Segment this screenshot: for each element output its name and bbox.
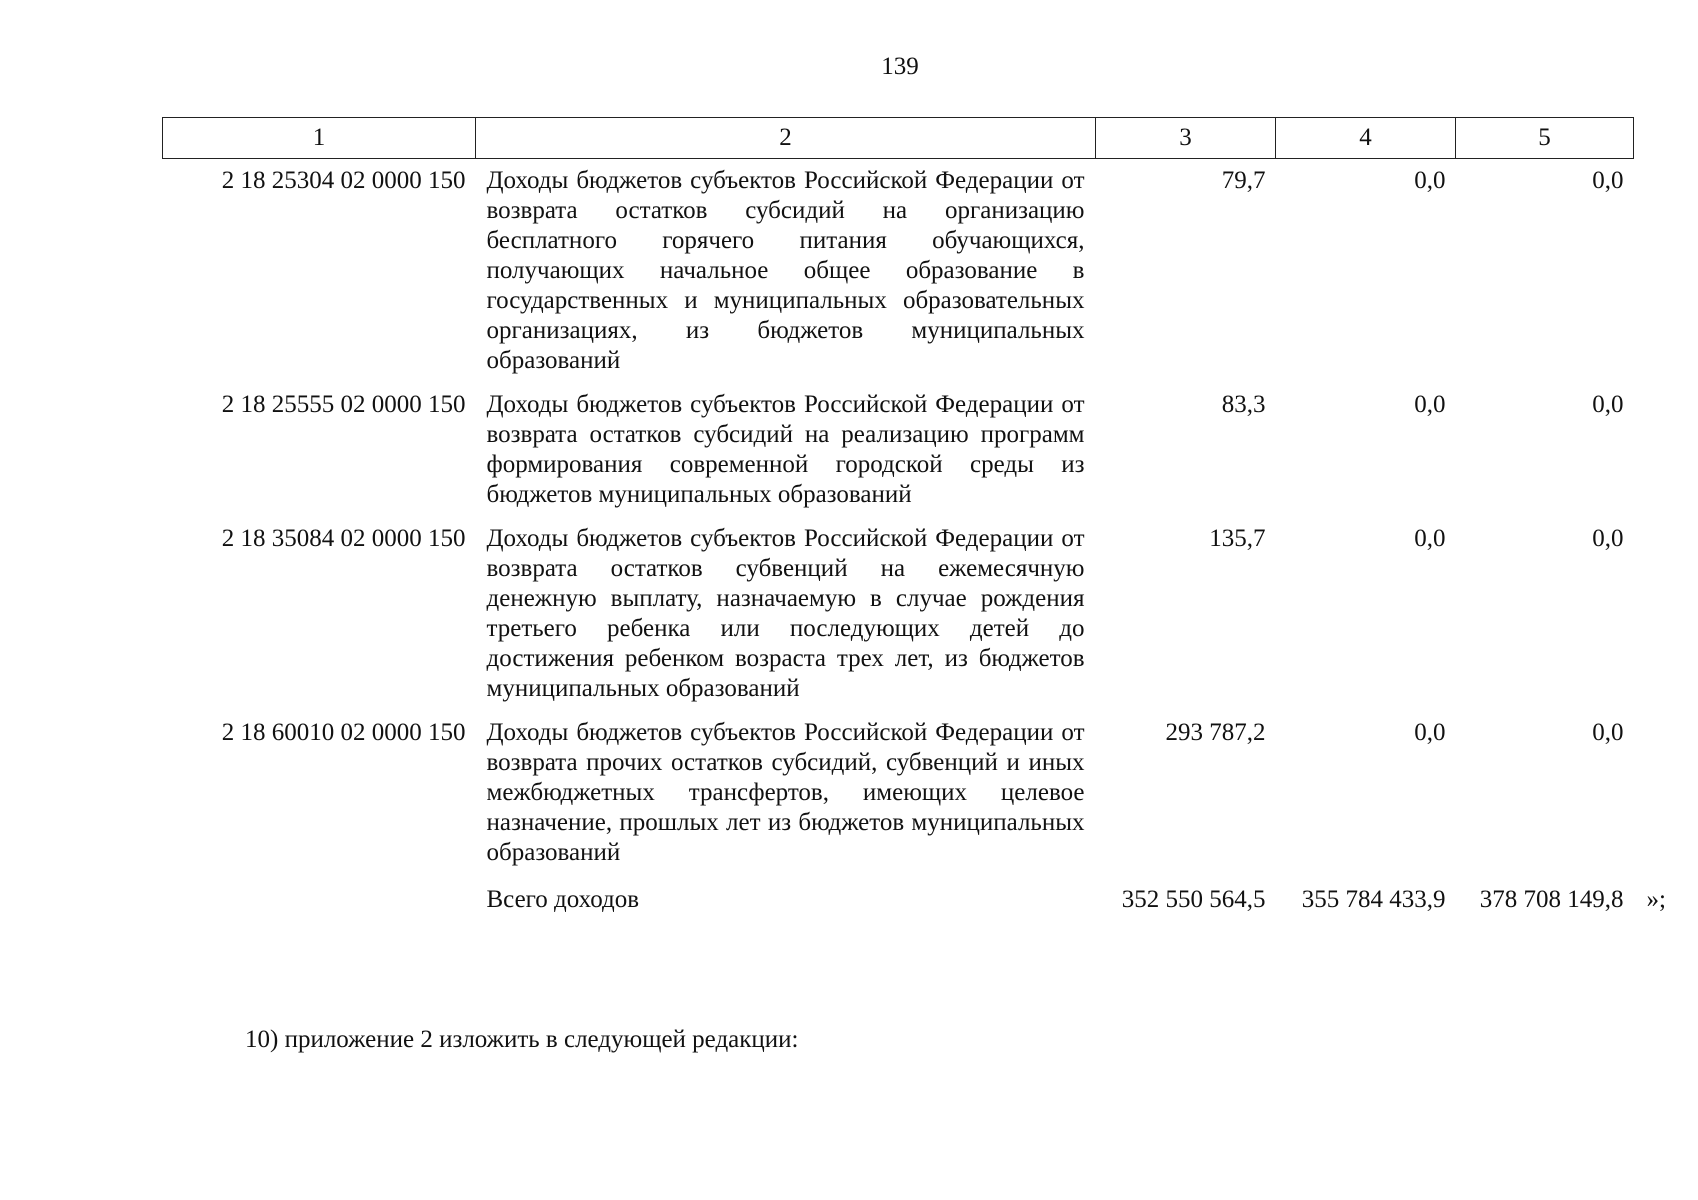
amount-col-3: 79,7 (1221, 167, 1266, 194)
amount-col-4: 0,0 (1414, 719, 1446, 746)
amendment-paragraph: 10) приложение 2 изложить в следующей редакции: (245, 1026, 799, 1053)
total-col-4: 355 784 433,9 (1301, 886, 1446, 913)
amount-col-5: 0,0 (1592, 167, 1624, 194)
revenue-description: Доходы бюджетов субъектов Российской Федерации от возврата остатков субвенций на ежемесячную денежную выплату, назначаемую в случае рождения третьего ребенка или последующих детей до достижения ребенком возраста трех лет, из бюджетов муниципальных образований (486, 525, 1085, 702)
empty-code-cell (163, 875, 476, 915)
column-number-header-row (163, 118, 1634, 159)
amount-col-5: 0,0 (1592, 391, 1624, 418)
revenue-description: Доходы бюджетов субъектов Российской Федерации от возврата прочих остатков субсидий, субвенций и иных межбюджетных трансфертов, имеющих целевое назначение, прошлых лет из бюджетов муниципальных образований (486, 719, 1085, 866)
amount-col-5: 0,0 (1592, 525, 1624, 552)
revenue-description: Доходы бюджетов субъектов Российской Федерации от возврата остатков субсидий на реализацию программ формирования современной городской среды из бюджетов муниципальных образований (486, 391, 1085, 508)
revenue-code: 2 18 60010 02 0000 150 (221, 719, 466, 746)
budget-revenue-table (162, 117, 1666, 915)
amount-col-3: 83,3 (1221, 391, 1266, 418)
revenue-description: Доходы бюджетов субъектов Российской Федерации от возврата остатков субсидий на организацию бесплатного горячего питания обучающихся, получающих начальное общее образование в государственных и муниципальных образовательных организациях, из бюджетов муниципальных образований (486, 167, 1085, 374)
page-number: 139 (881, 53, 919, 80)
total-row (163, 875, 1634, 915)
revenue-code: 2 18 25555 02 0000 150 (221, 391, 466, 418)
table-row (163, 711, 1634, 875)
amount-col-3: 293 787,2 (1165, 719, 1266, 746)
column-number-4: 4 (1276, 118, 1456, 159)
column-number-3: 3 (1096, 118, 1276, 159)
revenue-code: 2 18 25304 02 0000 150 (221, 167, 466, 194)
total-label: Всего доходов (486, 886, 640, 913)
closing-quote-mark: »; (1646, 886, 1666, 913)
amount-col-4: 0,0 (1414, 167, 1446, 194)
amount-col-4: 0,0 (1414, 525, 1446, 552)
table-row (163, 159, 1634, 384)
column-number-2: 2 (476, 118, 1096, 159)
column-number-5: 5 (1456, 118, 1634, 159)
total-col-5: 378 708 149,8 (1479, 886, 1624, 913)
table-row (163, 517, 1634, 711)
amount-col-3: 135,7 (1209, 525, 1266, 552)
column-number-1: 1 (163, 118, 476, 159)
total-col-3: 352 550 564,5 (1121, 886, 1266, 913)
amount-col-5: 0,0 (1592, 719, 1624, 746)
table-row (163, 383, 1634, 517)
amount-col-4: 0,0 (1414, 391, 1446, 418)
revenue-code: 2 18 35084 02 0000 150 (221, 525, 466, 552)
total-col-5-cell (1456, 875, 1666, 915)
